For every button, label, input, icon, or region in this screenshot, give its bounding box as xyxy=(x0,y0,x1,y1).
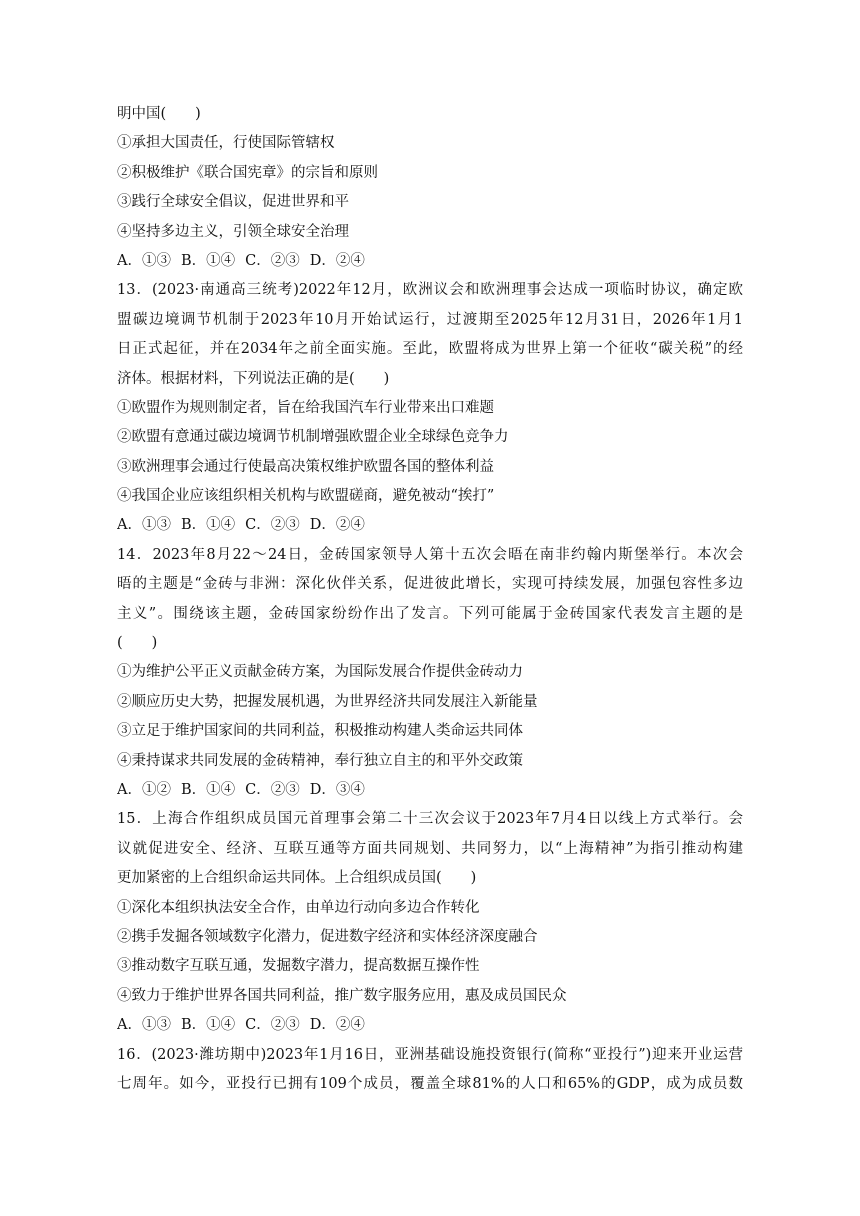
option: ②欧盟有意通过碳边境调节机制增强欧盟企业全球绿色竞争力 xyxy=(117,429,509,446)
choice-c: C．②③ xyxy=(245,1017,300,1034)
question-stem: 15．上海合作组织成员国元首理事会第二十三次会议于2023年7月4日以线上方式举行。会 xyxy=(117,811,743,828)
question-16 xyxy=(117,1041,743,1100)
option: ①承担大国责任，行使国际管辖权 xyxy=(117,135,335,152)
option: ①深化本组织执法安全合作，由单边行动向多边合作转化 xyxy=(117,899,480,916)
choice-d: D．③④ xyxy=(309,781,365,798)
question-13 xyxy=(117,276,743,541)
option: ①为维护公平正义贡献金砖方案，为国际发展合作提供金砖动力 xyxy=(117,664,523,681)
question-stem: ( ) xyxy=(117,635,158,652)
answer-choices xyxy=(117,1011,743,1040)
answer-choices xyxy=(117,511,743,540)
question-15 xyxy=(117,805,743,1040)
question-stem: 日正式起征，并在2034年之前全面实施。至此，欧盟将成为世界上第一个征收“碳关税”的经 xyxy=(117,341,743,358)
question-stem: 更加紧密的上合组织命运共同体。上合组织成员国( ) xyxy=(117,870,477,887)
question-14 xyxy=(117,541,743,806)
option: ③推动数字互联互通，发掘数字潜力，提高数据互操作性 xyxy=(117,958,480,975)
question-stem: 议就促进安全、经济、互联互通等方面共同规划、共同努力，以“上海精神”为指引推动构建 xyxy=(117,840,743,857)
question-12 xyxy=(117,100,743,276)
question-stem: 主义”。围绕该主题，金砖国家纷纷作出了发言。下列可能属于金砖国家代表发言主题的是 xyxy=(117,605,743,622)
choice-d: D．②④ xyxy=(309,252,365,269)
choice-c: C．②③ xyxy=(245,252,300,269)
option: ④我国企业应该组织相关机构与欧盟磋商，避免被动“挨打” xyxy=(117,488,495,505)
option: ②携手发掘各领域数字化潜力，促进数字经济和实体经济深度融合 xyxy=(117,928,538,945)
question-stem: 晤的主题是“金砖与非洲：深化伙伴关系，促进彼此增长，实现可持续发展，加强包容性多边 xyxy=(117,576,743,593)
choice-b: B．①④ xyxy=(180,517,236,534)
option: ④坚持多边主义，引领全球安全治理 xyxy=(117,223,349,240)
option: ③践行全球安全倡议，促进世界和平 xyxy=(117,194,349,211)
option: ①欧盟作为规则制定者，旨在给我国汽车行业带来出口难题 xyxy=(117,399,494,416)
option: ②积极维护《联合国宪章》的宗旨和原则 xyxy=(117,164,378,181)
question-stem: 明中国( ) xyxy=(117,106,201,122)
answer-choices xyxy=(117,247,743,276)
choice-a: A．①② xyxy=(117,781,171,798)
choice-b: B．①④ xyxy=(180,252,236,269)
option: ②顺应历史大势，把握发展机遇，为世界经济共同发展注入新能量 xyxy=(117,693,538,710)
option: ③立足于维护国家间的共同利益，积极推动构建人类命运共同体 xyxy=(117,723,523,740)
choice-d: D．②④ xyxy=(309,517,365,534)
question-stem: 13．(2023·南通高三统考)2022年12月，欧洲议会和欧洲理事会达成一项临时协议，确定欧 xyxy=(117,282,743,299)
choice-b: B．①④ xyxy=(180,1017,236,1034)
choice-a: A．①③ xyxy=(117,517,171,534)
document-page xyxy=(117,100,743,1099)
choice-d: D．②④ xyxy=(309,1017,365,1034)
choice-a: A．①③ xyxy=(117,252,171,269)
answer-choices xyxy=(117,776,743,805)
question-stem: 济体。根据材料，下列说法正确的是( ) xyxy=(117,370,390,387)
option: ④致力于维护世界各国共同利益，推广数字服务应用，惠及成员国民众 xyxy=(117,987,567,1004)
choice-c: C．②③ xyxy=(245,517,300,534)
question-stem: 16．(2023·潍坊期中)2023年1月16日，亚洲基础设施投资银行(简称“亚投行”)迎来开业运营 xyxy=(117,1046,743,1063)
question-stem: 盟碳边境调节机制于2023年10月开始试运行，过渡期至2025年12月31日，2026年1月1 xyxy=(117,311,743,328)
option: ③欧洲理事会通过行使最高决策权维护欧盟各国的整体利益 xyxy=(117,458,494,475)
question-stem: 七周年。如今，亚投行已拥有109个成员，覆盖全球81%的人口和65%的GDP，成为成员数 xyxy=(117,1075,743,1092)
option: ④秉持谋求共同发展的金砖精神，奉行独立自主的和平外交政策 xyxy=(117,752,523,769)
question-stem: 14．2023年8月22～24日，金砖国家领导人第十五次会晤在南非约翰内斯堡举行。本次会 xyxy=(117,546,743,563)
choice-a: A．①③ xyxy=(117,1017,171,1034)
choice-c: C．②③ xyxy=(245,781,300,798)
choice-b: B．①④ xyxy=(180,781,236,798)
